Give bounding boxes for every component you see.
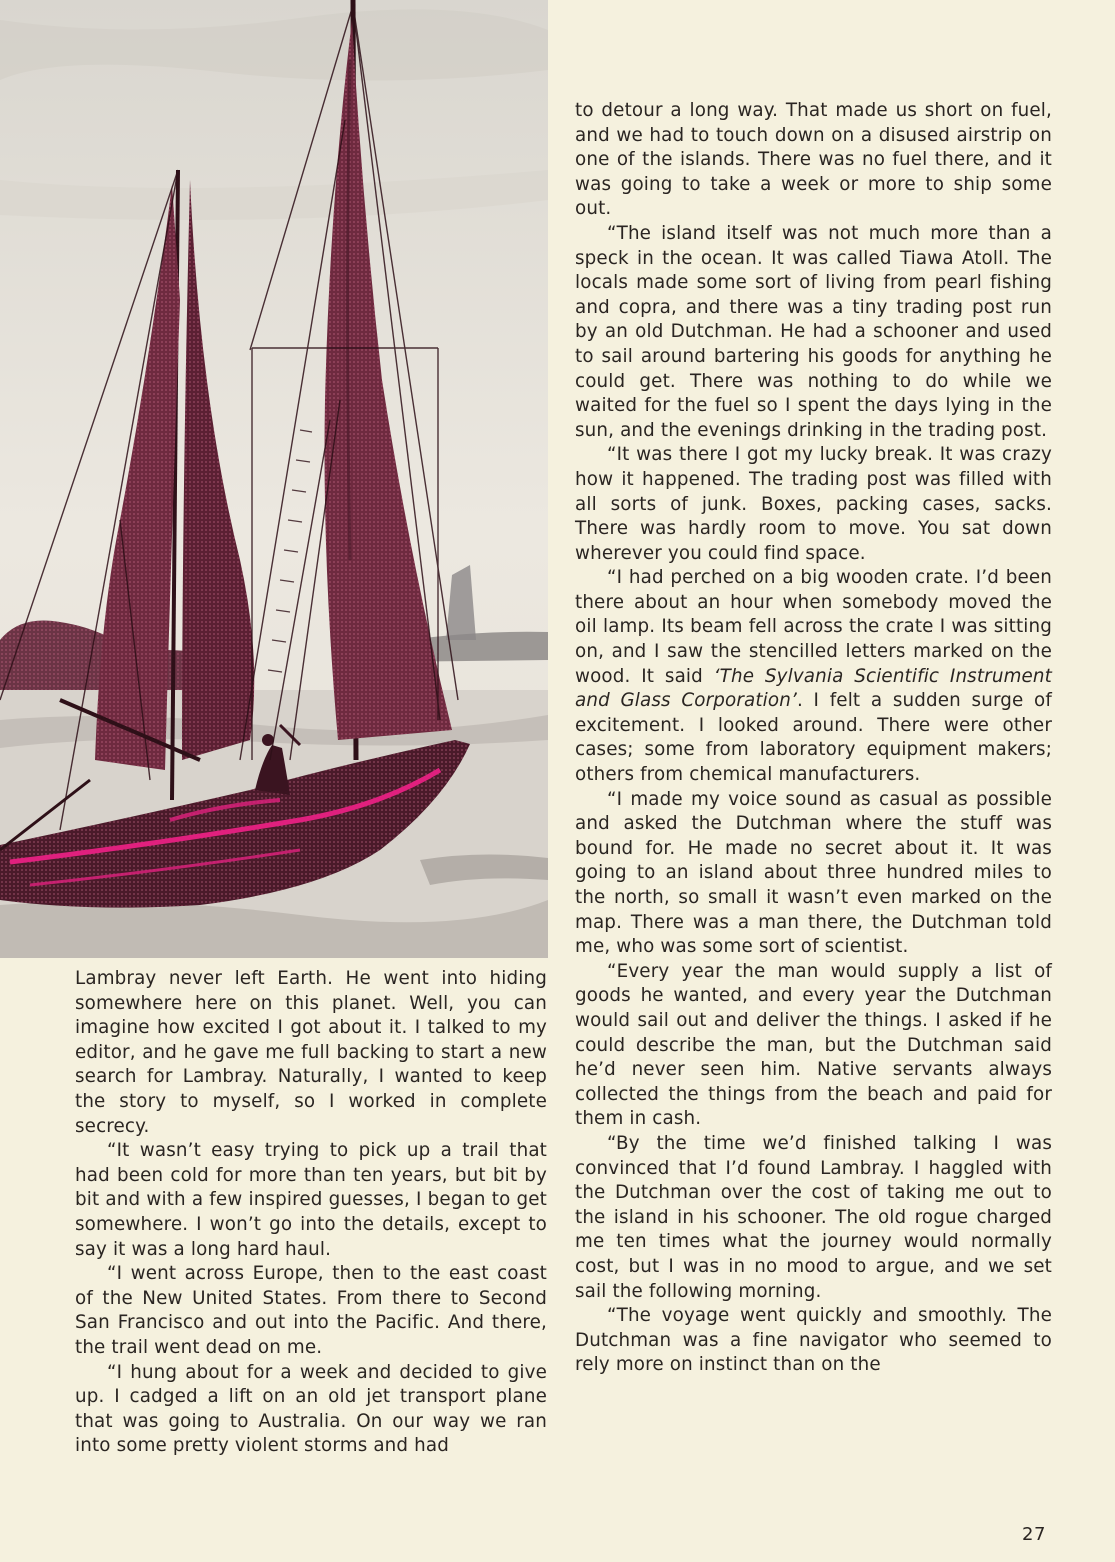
right-paragraph-8: “The voyage went quickly and smoothly. The Dutchman was a fine navigator who seemed to rely more on instinct than on the bbox=[575, 1305, 1052, 1376]
right-paragraph-2: “The island itself was not much more than a speck in the ocean. It was called Tiawa Atoll. The locals made some sort of living from pearl fishing and copra, and there was a tiny trading post run by an old Dutchman. He had a schooner and used to sail around bartering his goods for anything he could get. There was nothing to do while we waited for the fuel so I spent the days lying in the sun, and the evenings drinking in the trading post. bbox=[575, 222, 1052, 441]
paragraph-4-text-before: “I had perched on a big wooden crate. I’d been there about an hour when somebody moved the oil lamp. Its beam fell across the crate I was sitting on, and I saw the stencilled letters marked on the wood. It said bbox=[575, 567, 1052, 687]
schooner-drawing bbox=[0, 0, 548, 958]
page-number: 27 bbox=[1022, 1524, 1046, 1545]
paragraph-4-text-after: . I felt a sudden surge of excitement. I looked around. There were other cases; some from laboratory equipment makers; others from chemical manufacturers. bbox=[575, 690, 1052, 786]
right-paragraph-6: “Every year the man would supply a list of goods he wanted, and every year the Dutchman would sail out and deliver the things. I asked if he could describe the man, but the Dutchman said he’d never seen him. Native servants always collected the things from the beach and paid for them in cash. bbox=[575, 960, 1052, 1130]
right-paragraph-3: “It was there I got my lucky break. It was crazy how it happened. The trading post was filled with all sorts of junk. Boxes, packing cases, sacks. There was hardly room to move. You sat down wherever you could find space. bbox=[575, 444, 1052, 564]
right-paragraph-5: “I made my voice sound as casual as possible and asked the Dutchman where the stuff was bound for. He made no secret about it. It was going to an island about three hundred miles to the north, so small it wasn’t even marked on the map. There was a man there, the Dutchman told me, who was some sort of scientist. bbox=[575, 788, 1052, 958]
left-paragraph-2: “It wasn’t easy trying to pick up a trail that had been cold for more than ten years, but bit by bit and with a few inspired guesses, I began to get somewhere. I won’t go into the details, except to say it was a long hard haul. bbox=[75, 1140, 547, 1260]
schooner-illustration bbox=[0, 0, 548, 958]
left-paragraph-1: Lambray never left Earth. He went into hiding somewhere here on this planet. Well, you can imagine how excited I got about it. I talked to my editor, and he gave me full backing to start a new search for Lambray. Naturally, I wanted to keep the story to myself, so I worked in complete secrecy. bbox=[75, 968, 547, 1137]
right-paragraph-1: to detour a long way. That made us short on fuel, and we had to touch down on a disused airstrip on one of the islands. There was no fuel there, and it was going to take a week or more to ship some out. bbox=[575, 100, 1052, 220]
left-paragraph-4: “I hung about for a week and decided to give up. I cadged a lift on an old jet transport plane that was going to Australia. On our way we ran into some pretty violent storms and had bbox=[75, 1361, 547, 1457]
right-paragraph-7: “By the time we’d finished talking I was convinced that I’d found Lambray. I haggled with the Dutchman over the cost of taking me out to the island in his schooner. The old rogue charged me ten times what the journey would normally cost, but I was in no mood to argue, and we set sail the following morning. bbox=[575, 1132, 1052, 1302]
left-text-column bbox=[75, 967, 547, 1459]
left-paragraph-3: “I went across Europe, then to the east coast of the New United States. From there to Second San Francisco and out into the Pacific. And there, the trail went dead on me. bbox=[75, 1263, 547, 1358]
right-paragraph-4 bbox=[575, 566, 1052, 787]
crate-stencil-quote: ‘The Sylvania Scientific Instrument and Glass Corporation’ bbox=[575, 665, 1052, 712]
right-text-column bbox=[575, 99, 1052, 1378]
